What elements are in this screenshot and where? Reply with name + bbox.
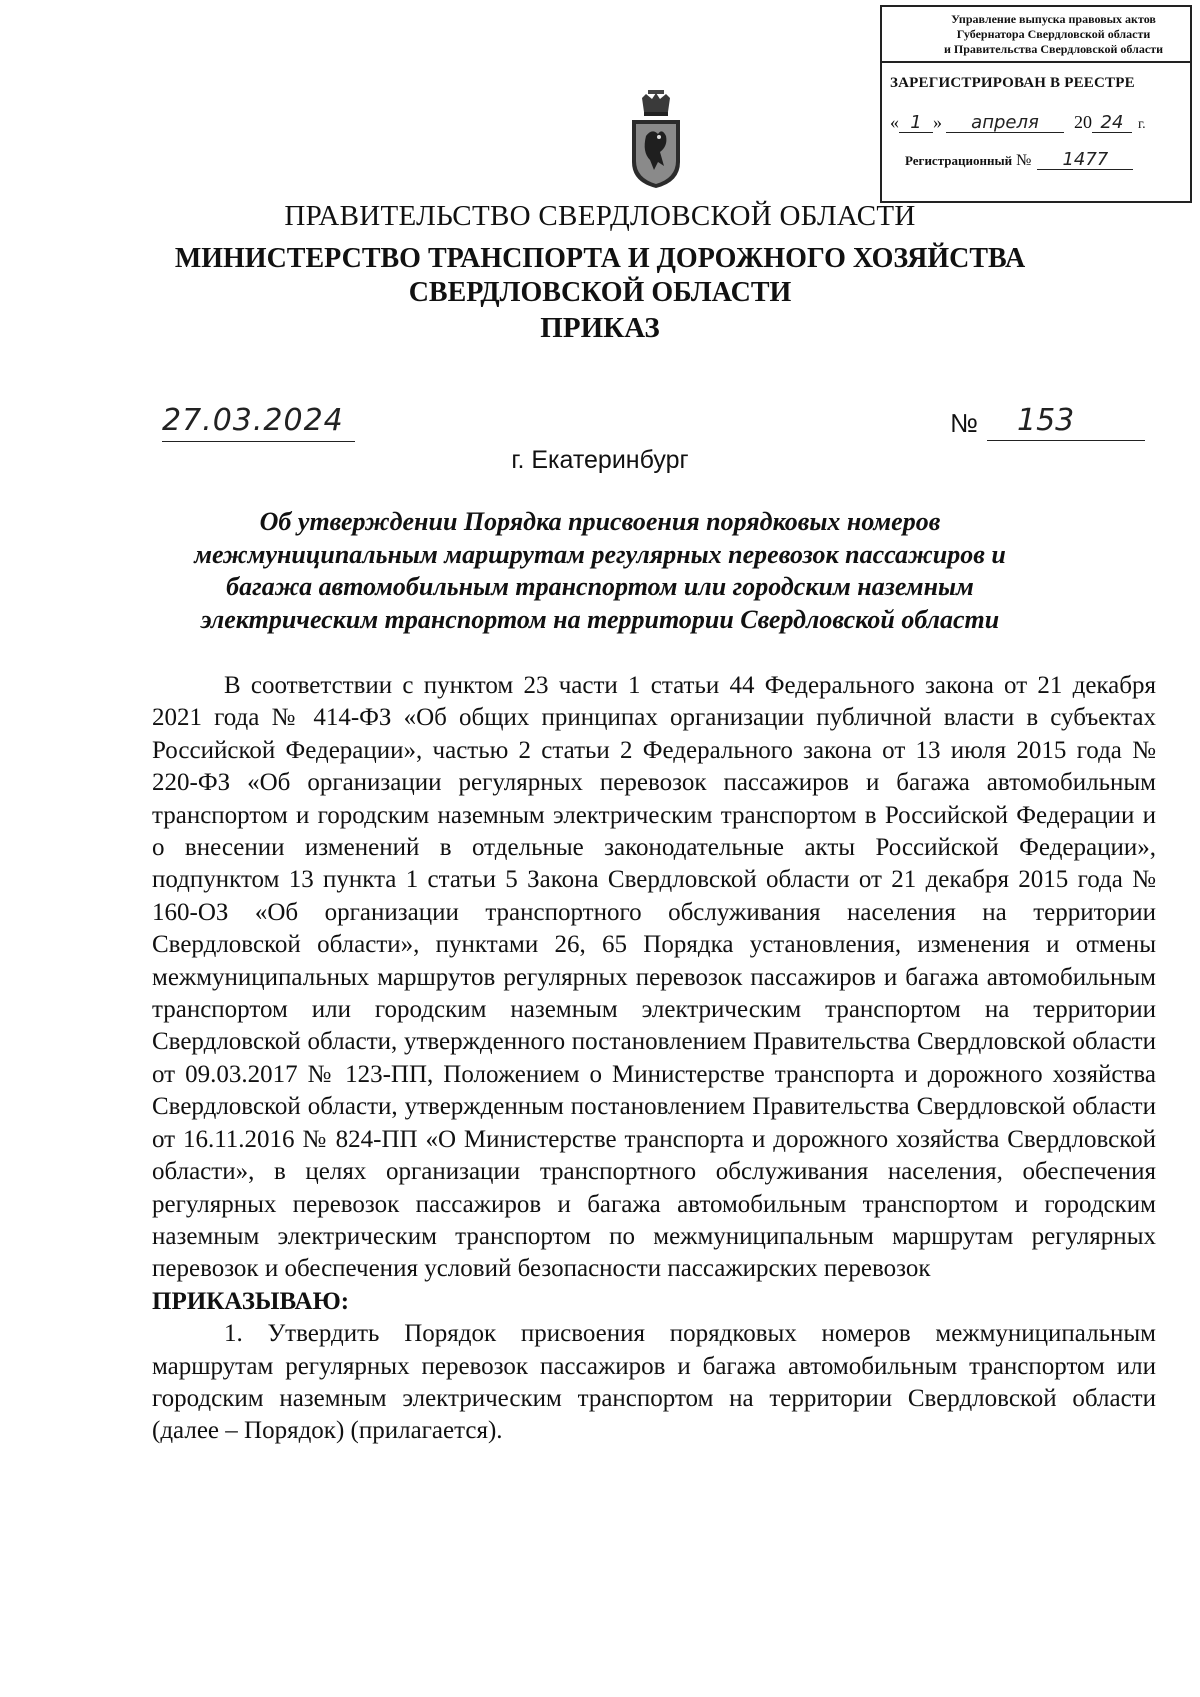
registry-stamp xyxy=(880,5,1192,203)
coat-of-arms-icon xyxy=(628,90,684,190)
stamp-header-line: Губернатора Свердловской области xyxy=(956,27,1151,41)
ministry-name-line2: СВЕРДЛОВСКОЙ ОБЛАСТИ xyxy=(408,277,792,308)
ministry-name xyxy=(0,242,1200,310)
stamp-header xyxy=(882,7,1190,63)
document-title: Об утверждении Порядка присвоения порядковых номеров межмуниципальным маршрутам регулярных перевозок пассажиров и багажа автомобильным транспортом или городским наземным электрическим транспортом на территории Свердловской области xyxy=(194,507,1006,634)
stamp-date: « 1 » апреля 20 24 г. xyxy=(890,112,1146,133)
stamp-header-line: Управление выпуска правовых актов xyxy=(951,12,1156,26)
city: г. Екатеринбург xyxy=(511,446,689,474)
stamp-num-symbol: № xyxy=(1016,152,1032,169)
stamp-header-line: и Правительства Свердловской области xyxy=(944,42,1163,56)
stamp-reg-number: 1477 xyxy=(1037,151,1133,170)
stamp-month: апреля xyxy=(946,114,1064,133)
preamble-paragraph: В соответствии с пунктом 23 части 1 статьи 44 Федерального закона от 21 декабря 2021 года № 414-ФЗ «Об общих принципах организации публичной власти в субъектах Российской Федерации», частью 2 статьи 2 Федерального закона от 13 июля 2015 года № 220-ФЗ «Об организации регулярных перевозок пассажиров и багажа автомобильным транспортом и городским наземным электрическим транспортом в Российской Федерации и о внесении изменений в отдельные законодательные акты Российской Федерации», подпунктом 13 пункта 1 статьи 5 Закона Свердловской области от 21 декабря 2015 года № 160-ОЗ «Об организации транспортного обслуживания населения на территории Свердловской области», пунктами 26, 65 Порядка установления, изменения и отмены межмуниципальных маршрутов регулярных перевозок пассажиров и багажа автомобильным транспортом или городским наземным электрическим транспортом на территории Свердловской области, утвержденного постановлением Правительства Свердловской области от 09.03.2017 № 123-ПП, Положением о Министерстве транспорта и дорожного хозяйства Свердловской области, утвержденным постановлением Правительства Свердловской области от 16.11.2016 № 824-ПП «О Министерстве транспорта и дорожного хозяйства Свердловской области», в целях организации транспортного обслуживания населения, обеспечения регулярных перевозок пассажиров и багажа автомобильным транспортом и городским наземным электрическим транспортом по межмуниципальным маршрутам регулярных перевозок и обеспечения условий безопасности пассажирских перевозок xyxy=(152,672,1156,1283)
order-date: 27.03.2024 xyxy=(162,403,355,442)
ministry-name-line1: МИНИСТЕРСТВО ТРАНСПОРТА И ДОРОЖНОГО ХОЗЯЙСТВА xyxy=(174,243,1026,274)
document-body xyxy=(152,670,1156,1448)
document-type: ПРИКАЗ xyxy=(540,312,660,344)
command-heading: ПРИКАЗЫВАЮ: xyxy=(152,1287,350,1315)
stamp-year-unit: г. xyxy=(1138,117,1146,132)
stamp-year-prefix: 20 xyxy=(1074,112,1092,132)
stamp-year-suffix: 24 xyxy=(1092,114,1132,133)
stamp-reg-number-row xyxy=(882,133,1190,170)
stamp-reg-label: Регистрационный xyxy=(905,153,1013,168)
order-number: 153 xyxy=(987,403,1145,441)
order-num-symbol: № xyxy=(950,408,978,438)
stamp-day: 1 xyxy=(899,114,933,133)
order-item-1: 1. Утвердить Порядок присвоения порядковых номеров межмуниципальным маршрутам регулярных перевозок пассажиров и багажа автомобильным транспортом или городским наземным электрическим транспортом на территории Свердловской области (далее – Порядок) (прилагается). xyxy=(152,1320,1156,1445)
government-name: ПРАВИТЕЛЬСТВО СВЕРДЛОВСКОЙ ОБЛАСТИ xyxy=(284,200,916,232)
stamp-registered-label: ЗАРЕГИСТРИРОВАН В РЕЕСТРЕ xyxy=(890,75,1135,91)
